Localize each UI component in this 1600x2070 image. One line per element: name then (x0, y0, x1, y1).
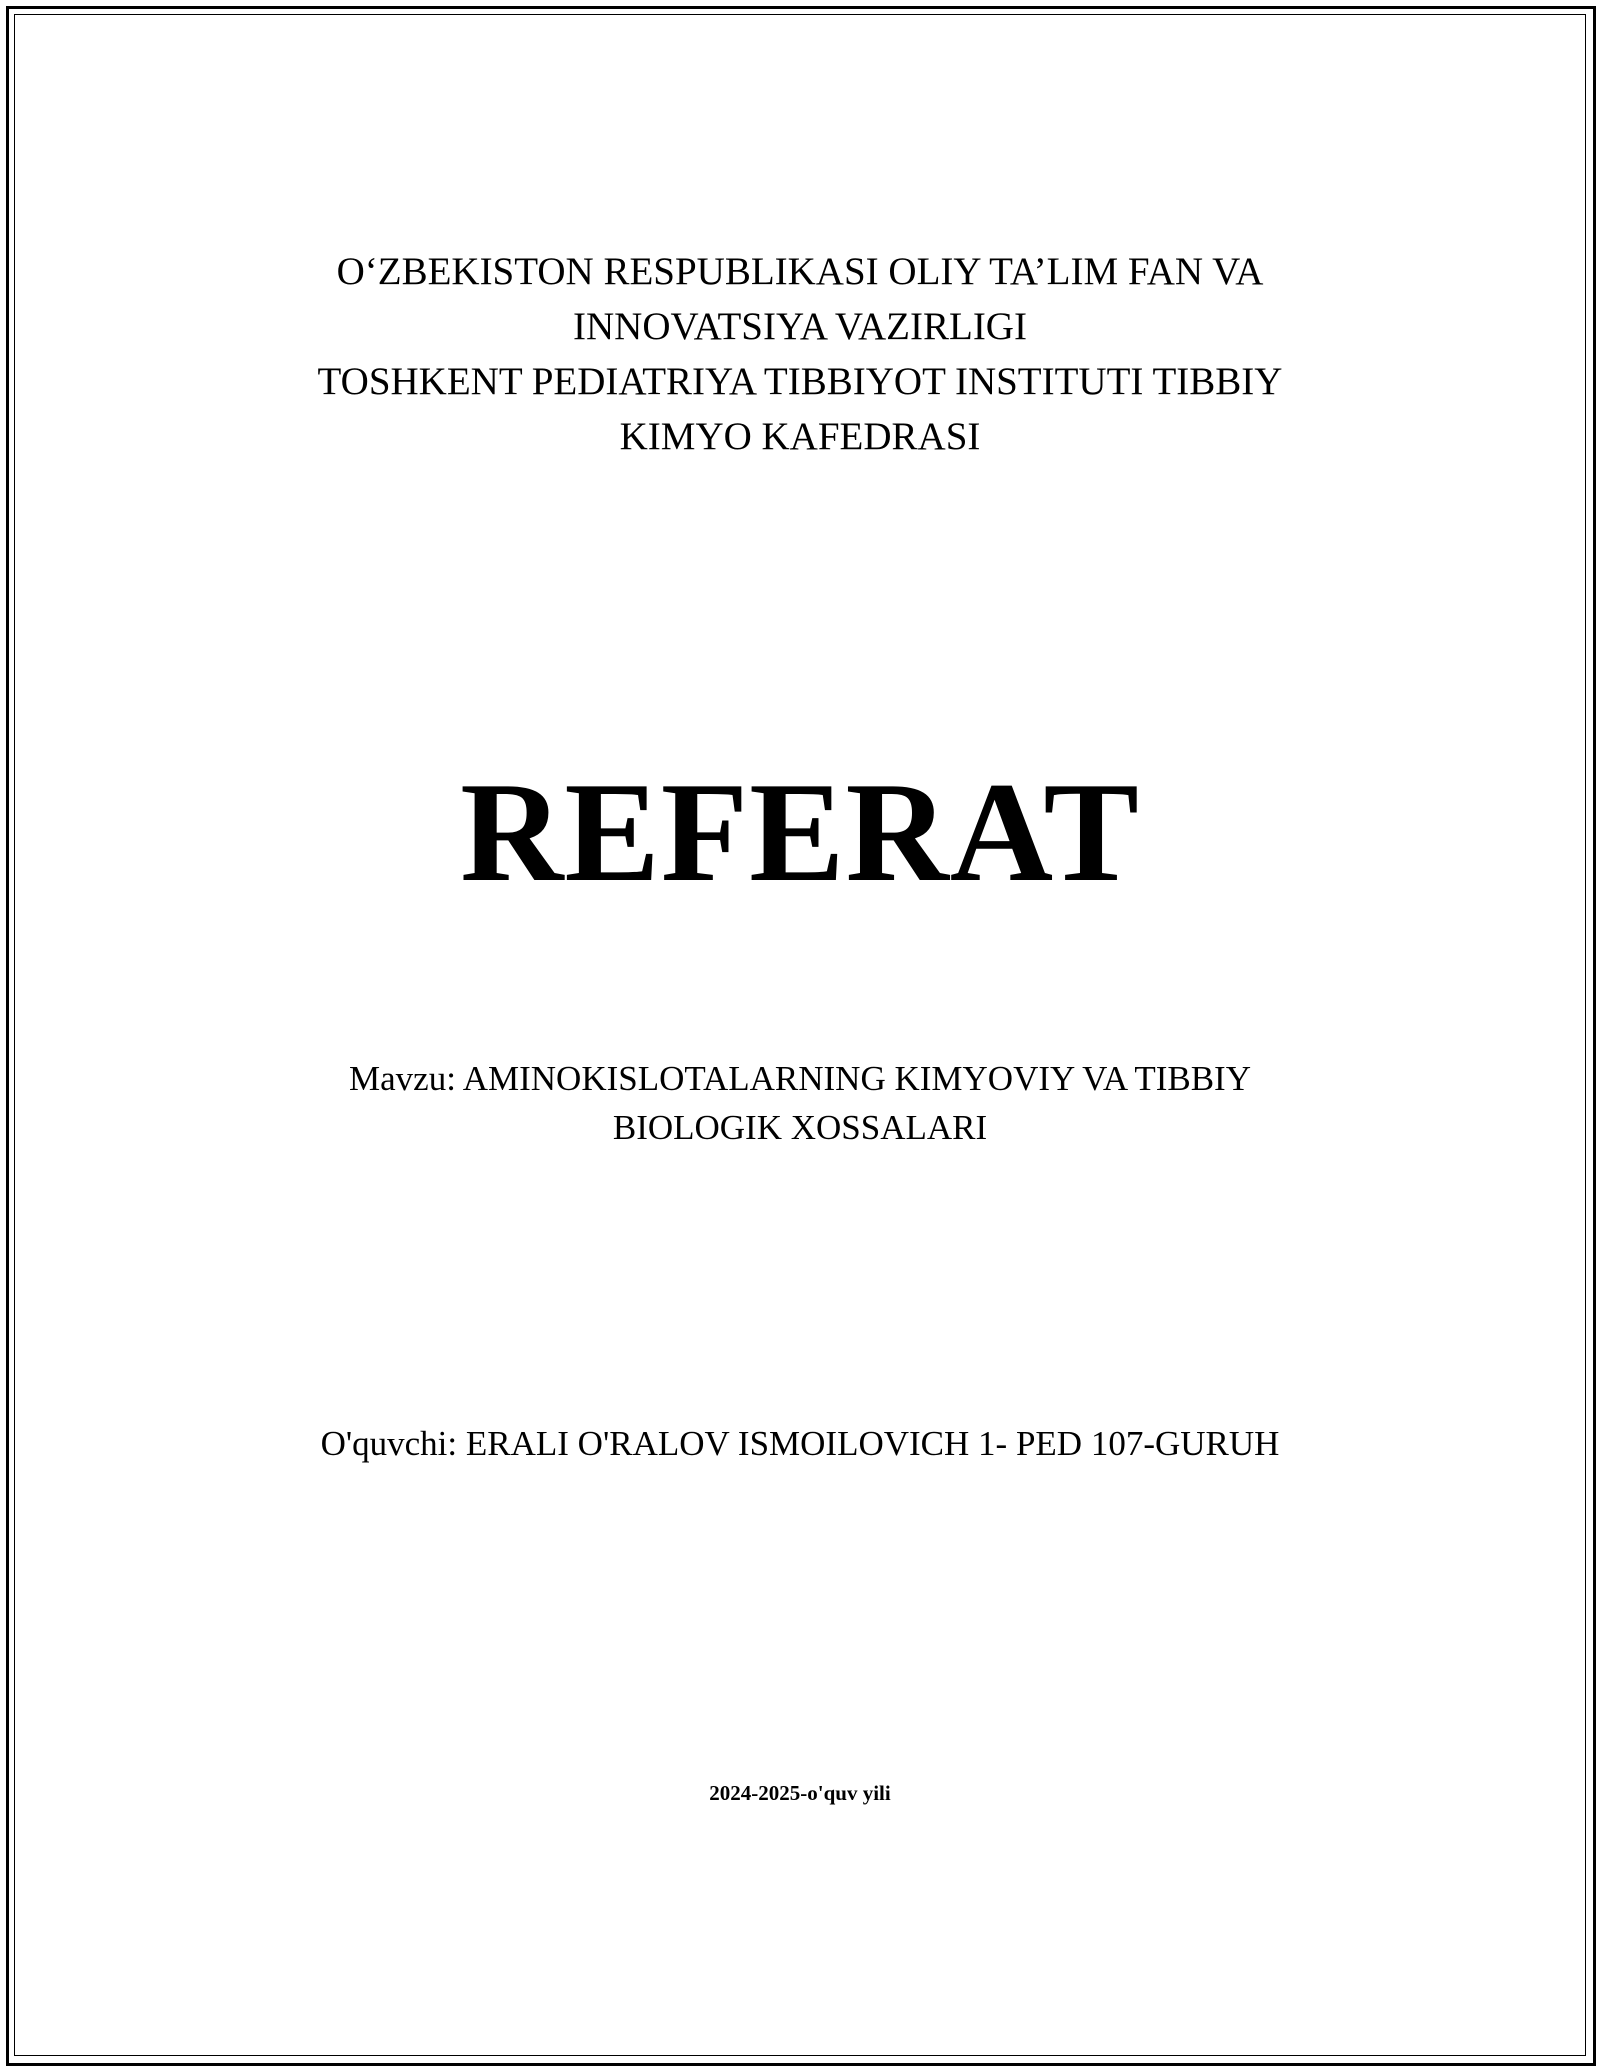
topic-line-2: BIOLOGIK XOSSALARI (612, 1108, 988, 1147)
academic-year: 2024-2025-o'quv yili (709, 1781, 891, 1805)
header-line-1: O‘ZBEKISTON RESPUBLIKASI OLIY TA’LIM FAN VA (336, 250, 1264, 293)
topic-block (200, 1054, 1400, 1152)
header-line-4: KIMYO KAFEDRASI (619, 415, 981, 458)
header-line-2: INNOVATSIYA VAZIRLIGI (573, 305, 1027, 348)
student-info: O'quvchi: ERALI O'RALOV ISMOILOVICH 1- PED 107-GURUH (320, 1424, 1280, 1463)
topic-line-1: Mavzu: AMINOKISLOTALARNING KIMYOVIY VA TIBBIY (349, 1059, 1251, 1098)
document-title: REFERAT (460, 753, 1140, 911)
header-line-3: TOSHKENT PEDIATRIYA TIBBIYOT INSTITUTI TIBBIY (317, 360, 1283, 403)
institution-header (200, 244, 1400, 464)
